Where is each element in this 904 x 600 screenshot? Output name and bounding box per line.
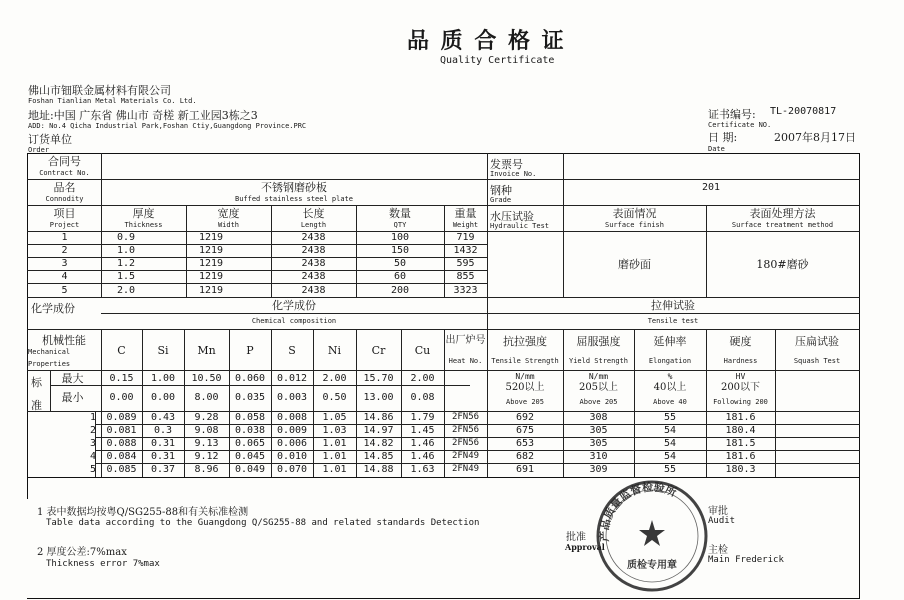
row-line bbox=[27, 244, 487, 245]
commodity-value-en: Buffed stainless steel plate bbox=[234, 195, 353, 203]
col-width-cn: 宽度 bbox=[217, 207, 240, 220]
table-cell: 54 bbox=[663, 425, 677, 436]
table-cell: 1219 bbox=[198, 258, 224, 269]
table-cell: 2.0 bbox=[116, 285, 136, 296]
table-cell: 682 bbox=[515, 451, 535, 462]
note-1-cn: 1 表中数据均按粤Q/SG255-88和有关标准检测 bbox=[37, 507, 249, 518]
element-ni: Ni bbox=[327, 344, 342, 357]
col-length-en: Length bbox=[300, 221, 327, 229]
min-value: 8.00 bbox=[194, 392, 219, 403]
min-value: 0.50 bbox=[322, 392, 347, 403]
col-line bbox=[563, 153, 564, 205]
table-cell: 0.3 bbox=[153, 425, 173, 436]
table-cell: 0.37 bbox=[150, 464, 176, 475]
tensile-strength-en: Tensile Strength bbox=[491, 357, 559, 365]
min-value: 0.003 bbox=[276, 392, 308, 403]
table-cell: 181.5 bbox=[725, 438, 756, 449]
elong-std-cn: 40以上 bbox=[653, 382, 687, 393]
element-mn: Mn bbox=[197, 344, 216, 357]
surface-value: 磨砂面 bbox=[618, 258, 651, 271]
table-cell: 14.86 bbox=[363, 412, 394, 423]
commodity-label-cn: 品名 bbox=[53, 181, 76, 194]
svg-text:质检专用章: 质检专用章 bbox=[627, 560, 677, 571]
tensile-std-en: Above 205 bbox=[506, 398, 544, 406]
min-value: 0.035 bbox=[234, 392, 266, 403]
table-cell: 0.008 bbox=[276, 412, 308, 423]
table-cell: 14.82 bbox=[363, 438, 394, 449]
max-value: 2.00 bbox=[322, 373, 347, 384]
certificate-no-label-en: Certificate NO. bbox=[708, 121, 772, 129]
table-cell: 8.96 bbox=[194, 464, 219, 475]
table-cell: 9.08 bbox=[194, 425, 219, 436]
order-label-cn: 订货单位 bbox=[28, 133, 72, 146]
certificate-no-label: 证书编号: bbox=[708, 108, 756, 121]
max-value: 0.15 bbox=[109, 373, 134, 384]
svg-text:产品质量监督检验所: 产品质量监督检验所 bbox=[597, 480, 679, 542]
elongation-en: Elongation bbox=[648, 357, 692, 365]
table-cell: 0.070 bbox=[276, 464, 308, 475]
company-name-en: Foshan Tianlian Metal Materials Co. Ltd. bbox=[28, 97, 197, 105]
col-length-cn: 长度 bbox=[302, 207, 325, 220]
row-line bbox=[27, 257, 487, 258]
hydraulic-label-cn: 水压试验 bbox=[490, 210, 534, 223]
title-cn: 品 质 合 格 证 bbox=[407, 28, 566, 54]
certificate-no-value: TL-20070817 bbox=[770, 106, 837, 117]
table-cell: 0.43 bbox=[150, 412, 176, 423]
mech-label-en1: Mechanical bbox=[28, 348, 71, 356]
row-index: 1 bbox=[89, 412, 97, 423]
table-cell: 0.058 bbox=[234, 412, 266, 423]
col-project-en: Project bbox=[49, 221, 80, 229]
row-line bbox=[487, 313, 860, 314]
max-label: 最大 bbox=[61, 372, 84, 385]
note-1-en: Table data according to the Guangdong Q/SG255-88 and related standards Detection bbox=[46, 518, 480, 528]
table-cell: 0.010 bbox=[276, 451, 308, 462]
invoice-label-en: Invoice No. bbox=[490, 170, 537, 178]
table-cell: 2FN49 bbox=[451, 464, 480, 474]
chem-title-cn: 化学成份 bbox=[272, 299, 316, 312]
yield-strength-cn: 屈服强度 bbox=[576, 335, 621, 348]
table-cell: 180.3 bbox=[725, 464, 756, 475]
table-cell: 3323 bbox=[453, 285, 478, 296]
row-index: 4 bbox=[89, 451, 97, 462]
title-en: Quality Certificate bbox=[440, 55, 555, 66]
row-index: 3 bbox=[89, 438, 97, 449]
row-line bbox=[27, 270, 487, 271]
col-qty-en: QTY bbox=[393, 221, 407, 229]
table-cell: 1219 bbox=[198, 285, 224, 296]
table-border-top bbox=[27, 153, 860, 154]
table-cell: 1219 bbox=[198, 245, 224, 256]
hardness-cn: 硬度 bbox=[729, 335, 752, 348]
squash-cn: 压扁试验 bbox=[795, 335, 839, 348]
table-cell: 2438 bbox=[301, 285, 326, 296]
table-cell: 2FN49 bbox=[451, 451, 480, 461]
col-project-cn: 项目 bbox=[53, 207, 76, 220]
order-label-en: Order bbox=[28, 146, 50, 154]
table-cell: 2438 bbox=[301, 258, 326, 269]
table-cell: 595 bbox=[456, 258, 475, 269]
table-cell: 0.045 bbox=[234, 451, 266, 462]
table-border-right bbox=[859, 153, 860, 599]
row-index: 5 bbox=[89, 464, 97, 475]
mech-label-cn: 机械性能 bbox=[42, 334, 86, 347]
element-c: C bbox=[117, 344, 126, 357]
row-line bbox=[27, 297, 860, 298]
table-cell: 55 bbox=[663, 464, 677, 475]
table-cell: 1219 bbox=[198, 232, 224, 243]
treatment-value: 180#磨砂 bbox=[756, 258, 809, 271]
table-cell: 180.4 bbox=[725, 425, 756, 436]
address-en: ADD: No.4 Qicha Industrial Park,Foshan Ctiy,Guangdong Province.PRC bbox=[28, 122, 307, 130]
treatment-label-en: Surface treatment method bbox=[731, 221, 834, 229]
element-s: S bbox=[288, 344, 296, 357]
table-cell: 0.089 bbox=[106, 412, 137, 423]
min-value: 0.00 bbox=[150, 392, 176, 403]
table-cell: 1.5 bbox=[116, 271, 136, 282]
table-cell: 305 bbox=[589, 425, 608, 436]
table-cell: 1.63 bbox=[410, 464, 435, 475]
table-cell: 0.085 bbox=[106, 464, 137, 475]
table-cell: 1.2 bbox=[116, 258, 136, 269]
table-cell: 1.01 bbox=[322, 451, 347, 462]
table-cell: 1.01 bbox=[322, 464, 347, 475]
table-cell: 691 bbox=[515, 464, 535, 475]
table-cell: 14.85 bbox=[363, 451, 394, 462]
table-cell: 60 bbox=[393, 271, 407, 282]
seal-graphic bbox=[592, 476, 712, 596]
col-line bbox=[775, 329, 776, 477]
table-cell: 305 bbox=[589, 438, 608, 449]
row-line bbox=[101, 313, 487, 314]
table-cell: 2FN56 bbox=[451, 425, 480, 435]
min-value: 0.00 bbox=[109, 392, 134, 403]
std-label-2: 准 bbox=[31, 399, 42, 412]
treatment-label-cn: 表面处理方法 bbox=[749, 207, 816, 220]
invoice-label-cn: 发票号 bbox=[490, 158, 523, 171]
col-width-en: Width bbox=[217, 221, 240, 229]
elongation-cn: 延伸率 bbox=[653, 335, 687, 348]
yield-std-en: Above 205 bbox=[579, 398, 618, 406]
tensile-unit: N/mm bbox=[515, 372, 535, 381]
table-cell: 2438 bbox=[301, 245, 326, 256]
table-cell: 0.31 bbox=[150, 451, 176, 462]
table-cell: 3 bbox=[61, 258, 68, 269]
std-label-1: 标 bbox=[31, 376, 42, 389]
max-value: 15.70 bbox=[363, 373, 394, 384]
table-cell: 1.45 bbox=[410, 425, 435, 436]
commodity-label-en: Connodity bbox=[45, 195, 84, 203]
table-cell: 9.28 bbox=[194, 412, 219, 423]
table-cell: 309 bbox=[589, 464, 608, 475]
hydraulic-label-en: Hydraulic Test bbox=[490, 222, 550, 230]
table-cell: 1.01 bbox=[322, 438, 347, 449]
table-cell: 0.088 bbox=[106, 438, 137, 449]
max-value: 0.012 bbox=[276, 373, 308, 384]
min-label: 最小 bbox=[61, 391, 84, 404]
table-cell: 1 bbox=[61, 232, 68, 243]
mech-label-en2: Properties bbox=[28, 360, 71, 368]
table-cell: 1.05 bbox=[322, 412, 347, 423]
table-cell: 100 bbox=[390, 232, 410, 243]
table-cell: 9.13 bbox=[194, 438, 219, 449]
col-thickness-en: Thickness bbox=[124, 221, 163, 229]
table-cell: 54 bbox=[663, 438, 677, 449]
table-cell: 2FN56 bbox=[451, 438, 480, 448]
table-cell: 855 bbox=[456, 271, 475, 282]
row-line bbox=[27, 283, 487, 284]
approval-label-en: Approval bbox=[565, 542, 605, 552]
audit-label-cn: 审批 bbox=[708, 506, 728, 517]
table-cell: 2438 bbox=[301, 271, 326, 282]
table-cell: 4 bbox=[61, 271, 68, 282]
table-cell: 692 bbox=[515, 412, 535, 423]
grade-value: 201 bbox=[701, 182, 721, 193]
hard-unit: HV bbox=[735, 372, 746, 381]
tensile-title-cn: 拉伸试验 bbox=[651, 299, 695, 312]
inspection-seal bbox=[592, 476, 712, 596]
table-cell: 150 bbox=[390, 245, 410, 256]
table-cell: 1.03 bbox=[322, 425, 347, 436]
contract-label-en: Contract No. bbox=[39, 169, 90, 177]
table-cell: 0.038 bbox=[234, 425, 266, 436]
table-cell: 181.6 bbox=[725, 451, 756, 462]
squash-en: Squash Test bbox=[793, 357, 841, 365]
hardness-en: Hardness bbox=[723, 357, 758, 365]
surface-label-cn: 表面情况 bbox=[612, 207, 657, 220]
row-line bbox=[27, 477, 860, 478]
table-cell: 653 bbox=[515, 438, 535, 449]
row-line bbox=[27, 179, 860, 180]
table-cell: 0.009 bbox=[276, 425, 308, 436]
table-cell: 9.12 bbox=[194, 451, 219, 462]
date-label: 日 期: bbox=[708, 131, 738, 144]
tensile-std-cn: 520以上 bbox=[505, 382, 545, 393]
inspector-label-cn: 主检 bbox=[708, 545, 728, 556]
table-cell: 50 bbox=[393, 258, 407, 269]
table-cell: 310 bbox=[589, 451, 608, 462]
tensile-title-en: Tensile test bbox=[647, 317, 699, 325]
hard-std-cn: 200以下 bbox=[720, 382, 761, 393]
col-weight-cn: 重量 bbox=[454, 207, 477, 220]
yield-strength-en: Yield Strength bbox=[568, 357, 628, 365]
grade-label-cn: 钢种 bbox=[490, 184, 512, 197]
table-cell: 200 bbox=[390, 285, 410, 296]
table-cell: 0.31 bbox=[150, 438, 176, 449]
table-cell: 14.97 bbox=[363, 425, 394, 436]
date-label-en: Date bbox=[708, 145, 725, 153]
table-cell: 1.46 bbox=[410, 451, 435, 462]
note-2-en: Thickness error 7%max bbox=[46, 559, 160, 569]
table-cell: 181.6 bbox=[725, 412, 756, 423]
contract-label-cn: 合同号 bbox=[48, 155, 81, 168]
audit-label-en: Audit bbox=[708, 516, 736, 526]
min-value: 13.00 bbox=[363, 392, 394, 403]
elong-std-en: Above 40 bbox=[653, 398, 687, 406]
table-cell: 308 bbox=[589, 412, 608, 423]
yield-std-cn: 205以上 bbox=[578, 382, 619, 393]
max-value: 0.060 bbox=[234, 373, 266, 384]
row-index: 2 bbox=[89, 425, 97, 436]
elong-unit: % bbox=[667, 372, 673, 381]
table-cell: 0.065 bbox=[234, 438, 266, 449]
table-cell: 675 bbox=[515, 425, 535, 436]
note-2-cn: 2 厚度公差:7%max bbox=[37, 547, 127, 558]
approval-label-cn: 批准 bbox=[566, 532, 586, 543]
col-qty-cn: 数量 bbox=[389, 207, 411, 220]
grade-label-en: Grade bbox=[490, 196, 512, 204]
element-cu: Cu bbox=[414, 344, 431, 357]
col-weight-en: Weight bbox=[452, 221, 479, 229]
date-value: 2007年8月17日 bbox=[774, 131, 856, 144]
element-cr: Cr bbox=[371, 344, 386, 357]
table-cell: 0.006 bbox=[276, 438, 308, 449]
table-cell: 0.049 bbox=[234, 464, 266, 475]
table-cell: 0.084 bbox=[106, 451, 137, 462]
element-p: P bbox=[246, 344, 254, 357]
table-cell: 54 bbox=[663, 451, 677, 462]
element-si: Si bbox=[157, 344, 169, 357]
table-cell: 5 bbox=[61, 285, 68, 296]
table-cell: 1.0 bbox=[116, 245, 136, 256]
chem-title-en: Chemical composition bbox=[251, 317, 337, 325]
company-name-cn: 佛山市钿联金属材料有限公司 bbox=[28, 84, 171, 97]
max-value: 10.50 bbox=[191, 373, 222, 384]
table-cell: 0.081 bbox=[106, 425, 137, 436]
table-cell: 1.79 bbox=[410, 412, 435, 423]
inspector-name: Main Frederick bbox=[708, 555, 784, 565]
max-value: 2.00 bbox=[410, 373, 435, 384]
table-cell: 55 bbox=[663, 412, 677, 423]
table-cell: 1432 bbox=[453, 245, 478, 256]
heat-label-cn: 出厂炉号 bbox=[445, 335, 486, 346]
heat-label-en: Heat No. bbox=[448, 357, 483, 365]
table-cell: 1219 bbox=[198, 271, 224, 282]
commodity-value-cn: 不锈钢磨砂板 bbox=[261, 181, 327, 194]
table-cell: 14.88 bbox=[363, 464, 394, 475]
table-cell: 1.46 bbox=[410, 438, 435, 449]
col-thickness-cn: 厚度 bbox=[132, 207, 155, 220]
table-cell: 719 bbox=[456, 232, 475, 243]
table-cell: 2 bbox=[61, 245, 68, 256]
tensile-strength-cn: 抗拉强度 bbox=[503, 335, 547, 348]
table-cell: 0.9 bbox=[116, 232, 136, 243]
row-line bbox=[50, 385, 470, 386]
table-cell: 2438 bbox=[301, 232, 326, 243]
address-cn: 地址:中国 广东省 佛山市 奇槎 新工业园3栋之3 bbox=[28, 109, 258, 122]
table-cell: 2FN56 bbox=[451, 412, 480, 422]
yield-unit: N/mm bbox=[588, 372, 609, 381]
max-value: 1.00 bbox=[150, 373, 176, 384]
surface-label-en: Surface finish bbox=[604, 221, 664, 229]
min-value: 0.08 bbox=[410, 392, 435, 403]
hard-std-en: Following 200 bbox=[713, 398, 768, 406]
chem-label-cn: 化学成份 bbox=[31, 302, 75, 315]
